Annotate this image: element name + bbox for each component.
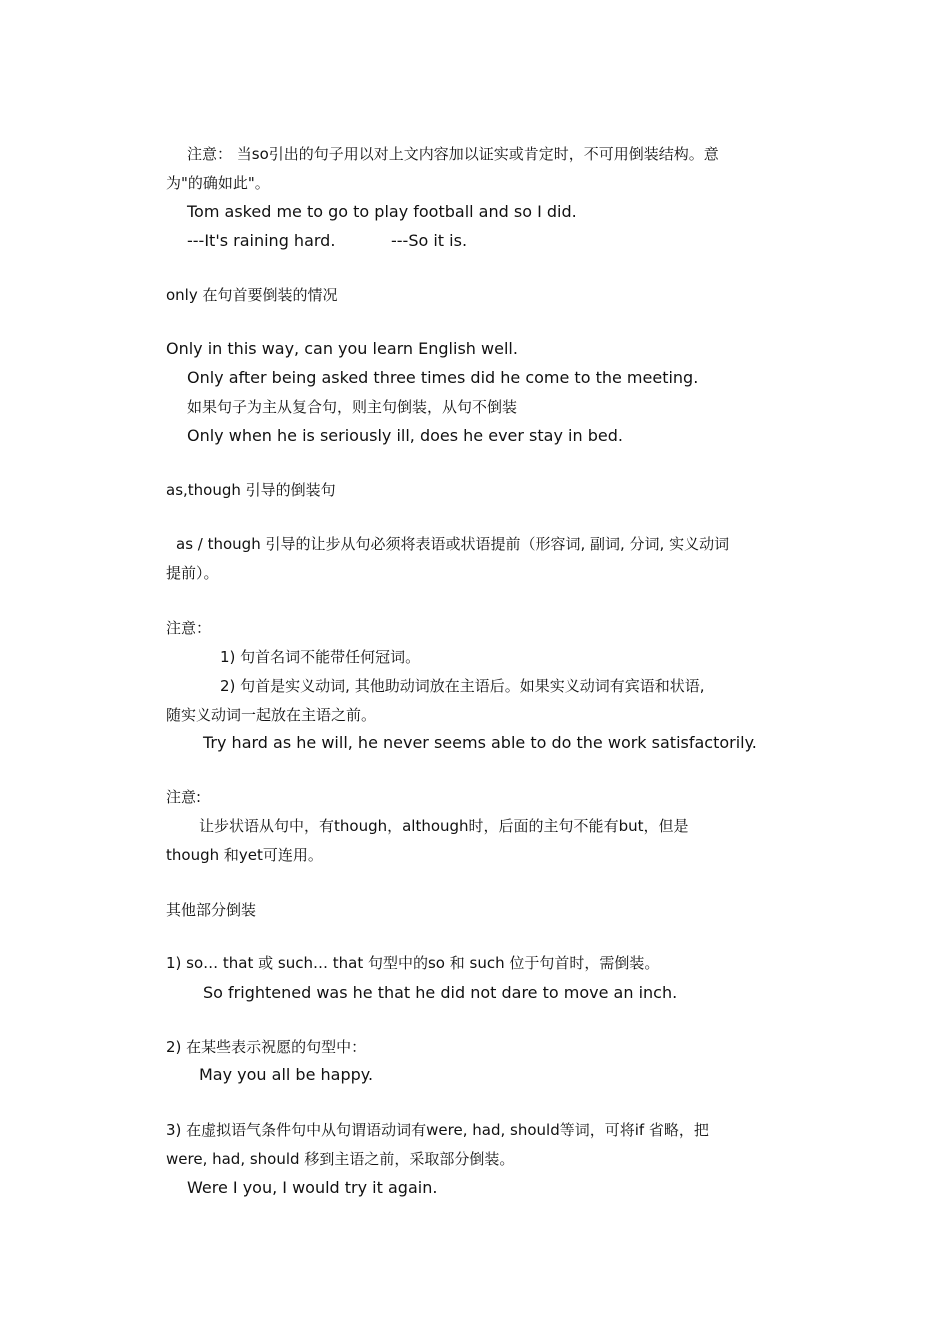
as-desc2: 提前）。 bbox=[166, 564, 219, 582]
as-item1: 1) 句首名词不能带任何冠词。 bbox=[220, 648, 421, 666]
as-note2a: 让步状语从句中，有though，although时，后面的主句不能有but，但是 bbox=[199, 817, 689, 835]
other-item1-example: So frightened was he that he did not dare to move an inch. bbox=[203, 983, 678, 1002]
only-heading: only 在句首要倒装的情况 bbox=[166, 286, 338, 304]
note1-line1: 注意： 当so引出的句子用以对上文内容加以证实或肯定时，不可用倒装结构。意 bbox=[187, 145, 719, 163]
other-item2-example: May you all be happy. bbox=[199, 1065, 374, 1084]
as-item2b: 随实义动词一起放在主语之前。 bbox=[166, 706, 377, 724]
only-example3: Only when he is seriously ill, does he ever stay in bed. bbox=[187, 426, 623, 445]
as-heading: as,though 引导的倒装句 bbox=[166, 481, 336, 499]
other-item3a: 3) 在虚拟语气条件句中从句谓语动词有were, had, should等词，可将if 省略，把 bbox=[166, 1121, 709, 1139]
as-note2b: though 和yet可连用。 bbox=[166, 846, 323, 864]
other-item2: 2) 在某些表示祝愿的句型中： bbox=[166, 1038, 367, 1056]
only-example1: Only in this way, can you learn English well. bbox=[166, 339, 518, 358]
as-note-label: 注意： bbox=[166, 619, 212, 637]
other-item3-example: Were I you, I would try it again. bbox=[187, 1178, 438, 1197]
other-item3b: were, had, should 移到主语之前，采取部分倒装。 bbox=[166, 1150, 515, 1168]
as-note2-label: 注意: bbox=[166, 788, 202, 806]
note1-example2a: ---It's raining hard. bbox=[187, 231, 336, 250]
note1-line2: 为"的确如此"。 bbox=[166, 174, 270, 192]
other-heading: 其他部分倒装 bbox=[166, 901, 257, 919]
only-example2: Only after being asked three times did he come to the meeting. bbox=[187, 368, 699, 387]
only-note: 如果句子为主从复合句，则主句倒装，从句不倒装 bbox=[187, 398, 518, 416]
as-desc1: as / though 引导的让步从句必须将表语或状语提前（形容词, 副词, 分词, 实义动词 bbox=[176, 535, 730, 553]
as-example1: Try hard as he will, he never seems able to do the work satisfactorily. bbox=[203, 733, 757, 752]
other-item1: 1) so… that 或 such… that 句型中的so 和 such 位于句首时，需倒装。 bbox=[166, 954, 660, 972]
as-item2a: 2) 句首是实义动词, 其他助动词放在主语后。如果实义动词有宾语和状语, bbox=[220, 677, 705, 695]
note1-example1: Tom asked me to go to play football and so I did. bbox=[187, 202, 577, 221]
note1-example2b: ---So it is. bbox=[391, 231, 468, 250]
